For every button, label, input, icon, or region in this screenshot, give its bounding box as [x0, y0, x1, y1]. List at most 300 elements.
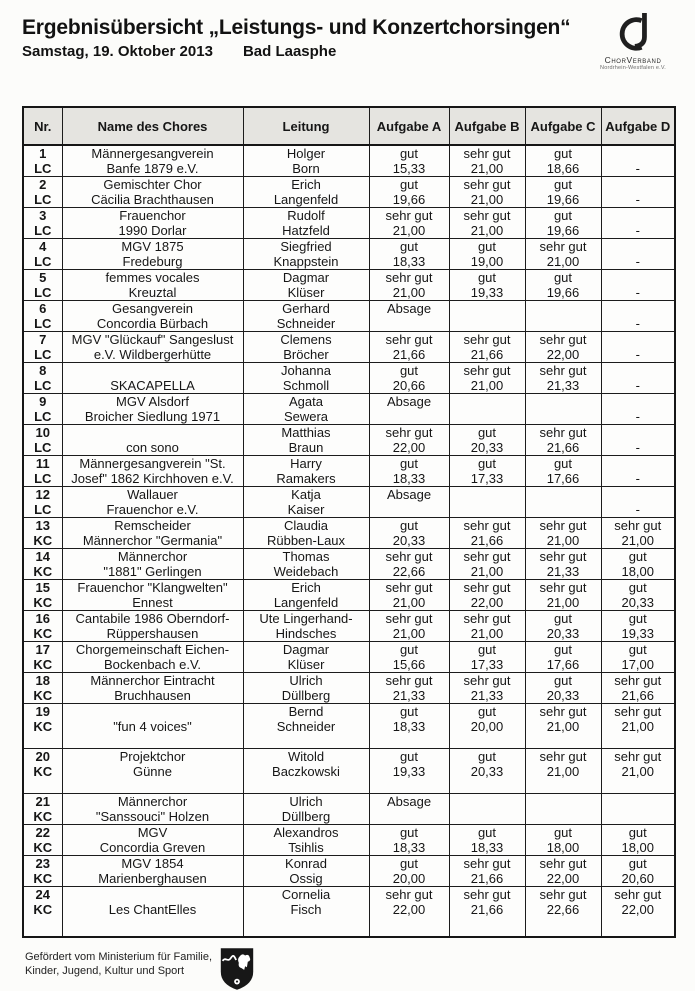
grade-cell-aufgabe-d-line: sehr gut: [614, 887, 662, 902]
grade-cell-aufgabe-c: [525, 301, 601, 332]
logo-name: ChorVerband: [604, 55, 662, 65]
grade-cell-aufgabe-a: [369, 487, 449, 518]
grade-cell-aufgabe-b: [449, 749, 525, 794]
leitung-cell: [243, 332, 369, 363]
grade-cell-aufgabe-d-line: gut: [628, 825, 647, 840]
table-row: [23, 394, 675, 425]
grade-cell-aufgabe-a: [369, 549, 449, 580]
grade-cell-aufgabe-c: [525, 642, 601, 673]
column-header-aufgabe-b: Aufgabe B: [449, 107, 525, 145]
grade-cell-aufgabe-c-line: 22,66: [546, 901, 580, 917]
grade-cell-aufgabe-b-line: 21,66: [470, 870, 504, 886]
chor-name-cell-line: Bruchhausen: [114, 687, 191, 703]
grade-cell-aufgabe-d-line: [602, 795, 675, 810]
grade-cell-aufgabe-c-line: 21,33: [546, 563, 580, 579]
grade-cell-aufgabe-b-line: sehr gut: [463, 363, 511, 378]
grade-cell-aufgabe-d-line: -: [635, 315, 640, 331]
grade-cell-aufgabe-d: [601, 856, 675, 887]
chor-name-cell-line: Fredeburg: [122, 253, 183, 269]
grade-cell-aufgabe-d-line: gut: [628, 611, 647, 626]
grade-cell-aufgabe-c: [525, 518, 601, 549]
grade-cell-aufgabe-d-line: -: [635, 408, 640, 424]
chor-name-cell-line: MGV 1875: [121, 239, 184, 254]
nr-cell: [23, 825, 62, 856]
grade-cell-aufgabe-d-line: gut: [628, 549, 647, 564]
chorverband-logo-icon: [610, 12, 656, 54]
chor-name-cell-line: Männerchor "Germania": [82, 532, 223, 548]
leitung-cell-line: Düllberg: [281, 687, 331, 703]
grade-cell-aufgabe-c: [525, 456, 601, 487]
grade-cell-aufgabe-a-line: 18,33: [392, 839, 426, 855]
grade-cell-aufgabe-d-line: [602, 271, 675, 286]
chor-name-cell: [62, 394, 243, 425]
grade-cell-aufgabe-d: [601, 580, 675, 611]
chor-name-cell-line: SKACAPELLA: [110, 377, 195, 393]
grade-cell-aufgabe-a-line: gut: [399, 363, 419, 378]
table-row: [23, 301, 675, 332]
leitung-cell-line: Rudolf: [287, 208, 325, 223]
grade-cell-aufgabe-c-line: [526, 395, 601, 410]
grade-cell-aufgabe-b-line: [450, 302, 525, 317]
chor-name-cell: [62, 856, 243, 887]
nr-cell-line: 19: [35, 704, 50, 719]
nr-cell-line: 18: [35, 673, 50, 688]
table-row: [23, 549, 675, 580]
chor-name-cell: [62, 270, 243, 301]
grade-cell-aufgabe-c-line: [526, 503, 601, 518]
grade-cell-aufgabe-c: [525, 394, 601, 425]
grade-cell-aufgabe-d: [601, 673, 675, 704]
grade-cell-aufgabe-b-line: sehr gut: [463, 856, 511, 871]
nr-cell-line: 16: [35, 611, 50, 626]
grade-cell-aufgabe-d-line: [602, 302, 675, 317]
nr-cell: [23, 580, 62, 611]
footer-line-1: Gefördert vom Ministerium für Familie,: [25, 950, 213, 963]
grade-cell-aufgabe-d: [601, 456, 675, 487]
chor-name-cell-line: Gemischter Chor: [103, 177, 202, 192]
grade-cell-aufgabe-b-line: sehr gut: [463, 518, 511, 533]
grade-cell-aufgabe-a-line: [370, 317, 449, 332]
nr-cell-line: 11: [35, 456, 50, 471]
grade-cell-aufgabe-c-line: sehr gut: [539, 332, 587, 347]
grade-cell-aufgabe-d-line: [602, 178, 675, 193]
leitung-cell-line: Agata: [289, 394, 323, 409]
grade-cell-aufgabe-a: [369, 794, 449, 825]
grade-cell-aufgabe-d-line: [602, 333, 675, 348]
nr-cell-line: LC: [34, 315, 52, 331]
grade-cell-aufgabe-c-line: sehr gut: [539, 856, 587, 871]
grade-cell-aufgabe-c: [525, 425, 601, 456]
chor-name-cell-line: MGV 1854: [121, 856, 184, 871]
grade-cell-aufgabe-a-line: gut: [399, 642, 419, 657]
grade-cell-aufgabe-b: [449, 887, 525, 937]
leitung-cell-line: Ute Lingerhand-: [259, 611, 353, 626]
nr-cell: [23, 394, 62, 425]
chor-name-cell-line: Cäcilia Brachthausen: [91, 191, 214, 207]
grade-cell-aufgabe-b-line: 21,00: [470, 625, 504, 641]
table-row: [23, 749, 675, 794]
chor-name-cell-line: Remscheider: [114, 518, 191, 533]
grade-cell-aufgabe-a-line: gut: [399, 456, 419, 471]
chor-name-cell-line: "1881" Gerlingen: [103, 563, 202, 579]
grade-cell-aufgabe-b-line: sehr gut: [463, 549, 511, 564]
grade-cell-aufgabe-c: [525, 177, 601, 208]
nr-cell: [23, 549, 62, 580]
grade-cell-aufgabe-d-line: [602, 395, 675, 410]
nr-cell-line: LC: [34, 284, 52, 300]
chor-name-cell-line: "fun 4 voices": [113, 718, 192, 734]
results-table-body: [23, 145, 675, 937]
table-row: [23, 208, 675, 239]
grade-cell-aufgabe-a-line: sehr gut: [385, 332, 433, 347]
grade-cell-aufgabe-d-line: sehr gut: [614, 704, 662, 719]
grade-cell-aufgabe-b-line: 19,00: [470, 253, 504, 269]
nr-cell-line: 3: [39, 208, 47, 223]
grade-cell-aufgabe-c-line: sehr gut: [539, 425, 587, 440]
chor-name-cell-line: Männergesangverein "St.: [79, 456, 226, 471]
grade-cell-aufgabe-a-line: [370, 810, 449, 825]
grade-cell-aufgabe-c-line: 19,66: [546, 284, 580, 300]
results-table: [22, 106, 676, 938]
grade-cell-aufgabe-c: [525, 580, 601, 611]
grade-cell-aufgabe-b-line: 20,33: [470, 763, 504, 779]
table-row: [23, 825, 675, 856]
grade-cell-aufgabe-b-line: [450, 410, 525, 425]
leitung-cell: [243, 580, 369, 611]
nr-cell: [23, 208, 62, 239]
table-row: [23, 239, 675, 270]
grade-cell-aufgabe-c-line: 20,33: [546, 687, 580, 703]
leitung-cell-line: Bröcher: [283, 346, 329, 362]
grade-cell-aufgabe-c-line: sehr gut: [539, 749, 587, 764]
leitung-cell: [243, 549, 369, 580]
leitung-cell: [243, 642, 369, 673]
nr-cell-line: 15: [35, 580, 50, 595]
grade-cell-aufgabe-b: [449, 642, 525, 673]
nr-cell-line: KC: [33, 808, 53, 824]
grade-cell-aufgabe-d: [601, 487, 675, 518]
nr-cell-line: 4: [39, 239, 47, 254]
nr-cell-line: 7: [39, 332, 47, 347]
grade-cell-aufgabe-b: [449, 518, 525, 549]
grade-cell-aufgabe-b: [449, 673, 525, 704]
grade-cell-aufgabe-a-line: 22,00: [392, 901, 426, 917]
leitung-cell-line: Bernd: [288, 704, 324, 719]
grade-cell-aufgabe-c-line: 20,33: [546, 625, 580, 641]
footer-line-2: Kinder, Jugend, Kultur und Sport: [25, 964, 184, 977]
grade-cell-aufgabe-c-line: [526, 810, 601, 825]
grade-cell-aufgabe-b-line: 17,33: [470, 656, 504, 672]
chor-name-cell: [62, 642, 243, 673]
grade-cell-aufgabe-b-line: 21,00: [470, 222, 504, 238]
grade-cell-aufgabe-c: [525, 794, 601, 825]
nr-cell-line: 23: [35, 856, 50, 871]
grade-cell-aufgabe-b-line: gut: [477, 825, 497, 840]
grade-cell-aufgabe-d: [601, 611, 675, 642]
grade-cell-aufgabe-c-line: 21,66: [546, 439, 580, 455]
chor-name-cell-line: Gesangverein: [112, 301, 193, 316]
grade-cell-aufgabe-d: [601, 394, 675, 425]
column-header-nr: Nr.: [23, 107, 62, 145]
leitung-cell-line: Dagmar: [282, 270, 330, 285]
chor-name-cell-line: "Sanssouci" Holzen: [95, 808, 210, 824]
grade-cell-aufgabe-c-line: sehr gut: [539, 549, 587, 564]
column-header-name-des-chores: Name des Chores: [62, 107, 243, 145]
grade-cell-aufgabe-d-line: 18,00: [621, 563, 655, 579]
grade-cell-aufgabe-a-line: gut: [399, 177, 419, 192]
grade-cell-aufgabe-c-line: 18,66: [546, 160, 580, 176]
leitung-cell: [243, 856, 369, 887]
leitung-cell-line: Sewera: [283, 408, 329, 424]
grade-cell-aufgabe-a-line: 21,00: [392, 594, 426, 610]
grade-cell-aufgabe-a: [369, 611, 449, 642]
leitung-cell-line: Düllberg: [281, 808, 331, 824]
grade-cell-aufgabe-c: [525, 611, 601, 642]
grade-cell-aufgabe-d-line: gut: [628, 642, 647, 657]
leitung-cell-line: Schmoll: [282, 377, 330, 393]
grade-cell-aufgabe-d-line: -: [635, 439, 640, 455]
grade-cell-aufgabe-b-line: 21,00: [470, 160, 504, 176]
leitung-cell-line: Thomas: [282, 549, 330, 564]
grade-cell-aufgabe-a-line: 15,33: [392, 160, 426, 176]
grade-cell-aufgabe-a-line: sehr gut: [385, 270, 433, 285]
chor-name-cell-line: Bockenbach e.V.: [103, 656, 202, 672]
table-row: [23, 704, 675, 749]
grade-cell-aufgabe-a-line: gut: [399, 704, 419, 719]
grade-cell-aufgabe-b: [449, 239, 525, 270]
grade-cell-aufgabe-d-line: -: [635, 191, 640, 207]
grade-cell-aufgabe-a: [369, 456, 449, 487]
column-header-aufgabe-c: Aufgabe C: [525, 107, 601, 145]
grade-cell-aufgabe-b-line: gut: [477, 704, 497, 719]
grade-cell-aufgabe-b-line: 21,66: [470, 901, 504, 917]
chor-name-cell: [62, 145, 243, 177]
column-header-aufgabe-a: Aufgabe A: [369, 107, 449, 145]
grade-cell-aufgabe-d: [601, 177, 675, 208]
grade-cell-aufgabe-a: [369, 642, 449, 673]
table-row: [23, 456, 675, 487]
nr-cell-line: LC: [34, 160, 52, 176]
nr-cell-line: 12: [35, 487, 50, 502]
grade-cell-aufgabe-d: [601, 301, 675, 332]
chor-name-cell-line: MGV Alsdorf: [116, 394, 189, 409]
table-row: [23, 794, 675, 825]
grade-cell-aufgabe-b-line: 21,33: [470, 687, 504, 703]
grade-cell-aufgabe-d: [601, 270, 675, 301]
grade-cell-aufgabe-d-line: 17,00: [621, 656, 655, 672]
leitung-cell: [243, 673, 369, 704]
grade-cell-aufgabe-c-line: [526, 302, 601, 317]
leitung-cell-line: Schneider: [276, 718, 336, 734]
chor-name-cell: [62, 208, 243, 239]
grade-cell-aufgabe-b-line: sehr gut: [463, 208, 511, 223]
grade-cell-aufgabe-b-line: sehr gut: [463, 611, 511, 626]
grade-cell-aufgabe-c-line: gut: [553, 270, 573, 285]
nr-cell-line: 6: [39, 301, 47, 316]
chor-name-cell-line: Männergesangverein: [91, 146, 214, 161]
grade-cell-aufgabe-a-line: sehr gut: [385, 425, 433, 440]
leitung-cell-line: Ramakers: [276, 470, 336, 486]
leitung-cell-line: Schneider: [276, 315, 336, 331]
grade-cell-aufgabe-c: [525, 363, 601, 394]
grade-cell-aufgabe-a: [369, 239, 449, 270]
grade-cell-aufgabe-c-line: gut: [553, 642, 573, 657]
grade-cell-aufgabe-b-line: sehr gut: [463, 146, 511, 161]
grade-cell-aufgabe-d: [601, 749, 675, 794]
grade-cell-aufgabe-b: [449, 704, 525, 749]
grade-cell-aufgabe-d-line: 21,00: [621, 718, 655, 734]
grade-cell-aufgabe-a-line: gut: [399, 518, 419, 533]
grade-cell-aufgabe-a-line: [370, 410, 449, 425]
grade-cell-aufgabe-b-line: [450, 488, 525, 503]
nr-cell-line: LC: [34, 253, 52, 269]
grade-cell-aufgabe-d-line: [602, 147, 675, 162]
leitung-cell-line: Johanna: [281, 363, 331, 378]
leitung-cell-line: Rübben-Laux: [266, 532, 346, 548]
grade-cell-aufgabe-d-line: [602, 240, 675, 255]
nr-cell-line: KC: [33, 625, 53, 641]
nr-cell: [23, 856, 62, 887]
column-header-leitung: Leitung: [243, 107, 369, 145]
nr-cell-line: KC: [33, 532, 53, 548]
chor-name-cell-line: Frauenchor "Klangwelten": [77, 580, 228, 595]
grade-cell-aufgabe-a-line: sehr gut: [385, 611, 433, 626]
grade-cell-aufgabe-a-line: sehr gut: [385, 673, 433, 688]
leitung-cell-line: Witold: [287, 749, 325, 764]
chor-name-cell: [62, 487, 243, 518]
leitung-cell-line: Hatzfeld: [282, 222, 330, 238]
grade-cell-aufgabe-b-line: sehr gut: [463, 887, 511, 902]
nr-cell: [23, 363, 62, 394]
grade-cell-aufgabe-a: [369, 301, 449, 332]
grade-cell-aufgabe-a: [369, 425, 449, 456]
chor-name-cell-line: Broicher Siedlung 1971: [84, 408, 221, 424]
grade-cell-aufgabe-b-line: sehr gut: [463, 177, 511, 192]
chor-name-cell-line: Rüppershausen: [106, 625, 199, 641]
grade-cell-aufgabe-a: [369, 825, 449, 856]
grade-cell-aufgabe-b-line: 21,00: [470, 563, 504, 579]
grade-cell-aufgabe-c: [525, 487, 601, 518]
grade-cell-aufgabe-b-line: sehr gut: [463, 673, 511, 688]
nr-cell: [23, 611, 62, 642]
leitung-cell-line: Ulrich: [289, 673, 323, 688]
chor-name-cell: [62, 549, 243, 580]
table-row: [23, 177, 675, 208]
nr-cell-line: 1: [39, 146, 47, 161]
page-subtitle: [22, 43, 675, 60]
nr-cell: [23, 270, 62, 301]
grade-cell-aufgabe-b-line: 21,66: [470, 532, 504, 548]
grade-cell-aufgabe-c: [525, 673, 601, 704]
table-row: [23, 887, 675, 937]
grade-cell-aufgabe-a-line: 20,00: [392, 870, 426, 886]
grade-cell-aufgabe-a: [369, 673, 449, 704]
grade-cell-aufgabe-c: [525, 749, 601, 794]
nr-cell-line: 13: [35, 518, 50, 533]
grade-cell-aufgabe-d-line: 20,60: [621, 870, 655, 886]
chor-name-cell-line: Marienberghausen: [98, 870, 207, 886]
nr-cell: [23, 642, 62, 673]
grade-cell-aufgabe-d: [601, 332, 675, 363]
chor-name-cell-line: Concordia Bürbach: [96, 315, 209, 331]
grade-cell-aufgabe-b-line: gut: [477, 270, 497, 285]
grade-cell-aufgabe-a: [369, 332, 449, 363]
leitung-cell-line: Kaiser: [287, 501, 325, 517]
chor-name-cell-line: Josef" 1862 Kirchhoven e.V.: [71, 470, 234, 486]
chor-name-cell: [62, 456, 243, 487]
nr-cell: [23, 145, 62, 177]
grade-cell-aufgabe-c-line: gut: [553, 825, 573, 840]
grade-cell-aufgabe-b: [449, 363, 525, 394]
leitung-cell-line: Weidebach: [273, 563, 339, 579]
grade-cell-aufgabe-b-line: gut: [477, 425, 497, 440]
chor-name-cell: [62, 673, 243, 704]
grade-cell-aufgabe-a: [369, 270, 449, 301]
header-row: [23, 107, 675, 145]
leitung-cell: [243, 394, 369, 425]
chor-name-cell-line: MGV: [137, 825, 168, 840]
chor-name-cell-line: [63, 364, 243, 379]
grade-cell-aufgabe-d-line: 21,00: [621, 763, 655, 779]
grade-cell-aufgabe-d-line: 21,66: [621, 687, 655, 703]
nr-cell: [23, 794, 62, 825]
grade-cell-aufgabe-b-line: gut: [477, 239, 497, 254]
chor-name-cell-line: Projektchor: [119, 749, 186, 764]
grade-cell-aufgabe-a-line: 19,66: [392, 191, 426, 207]
chor-name-cell: [62, 425, 243, 456]
grade-cell-aufgabe-c-line: gut: [553, 177, 573, 192]
grade-cell-aufgabe-a: [369, 856, 449, 887]
grade-cell-aufgabe-c-line: gut: [553, 456, 573, 471]
grade-cell-aufgabe-c-line: 21,00: [546, 763, 580, 779]
grade-cell-aufgabe-b-line: sehr gut: [463, 332, 511, 347]
grade-cell-aufgabe-d: [601, 518, 675, 549]
nr-cell-line: LC: [34, 191, 52, 207]
leitung-cell: [243, 825, 369, 856]
grade-cell-aufgabe-d-line: -: [635, 470, 640, 486]
chor-name-cell: [62, 177, 243, 208]
grade-cell-aufgabe-d: [601, 704, 675, 749]
grade-cell-aufgabe-c-line: 22,00: [546, 870, 580, 886]
grade-cell-aufgabe-d-line: sehr gut: [614, 518, 662, 533]
nr-cell: [23, 704, 62, 749]
grade-cell-aufgabe-b-line: [450, 395, 525, 410]
grade-cell-aufgabe-a-line: 15,66: [392, 656, 426, 672]
leitung-cell-line: Clemens: [280, 332, 332, 347]
grade-cell-aufgabe-c-line: [526, 317, 601, 332]
grade-cell-aufgabe-a-line: 18,33: [392, 253, 426, 269]
leitung-cell-line: Ulrich: [289, 794, 323, 809]
grade-cell-aufgabe-d: [601, 825, 675, 856]
document-header: [22, 16, 675, 90]
nr-cell-line: 9: [39, 394, 47, 409]
grade-cell-aufgabe-c: [525, 270, 601, 301]
table-row: [23, 642, 675, 673]
grade-cell-aufgabe-d-line: gut: [628, 580, 647, 595]
leitung-cell-line: Braun: [288, 439, 324, 455]
grade-cell-aufgabe-d-line: sehr gut: [614, 749, 662, 764]
nr-cell: [23, 239, 62, 270]
grade-cell-aufgabe-a-line: sehr gut: [385, 208, 433, 223]
chor-name-cell: [62, 704, 243, 749]
grade-cell-aufgabe-b-line: [450, 317, 525, 332]
grade-cell-aufgabe-b-line: 21,00: [470, 377, 504, 393]
grade-cell-aufgabe-d-line: 21,00: [621, 532, 655, 548]
grade-cell-aufgabe-d: [601, 145, 675, 177]
grade-cell-aufgabe-c-line: sehr gut: [539, 239, 587, 254]
grade-cell-aufgabe-d-line: gut: [628, 856, 647, 871]
grade-cell-aufgabe-d-line: -: [635, 377, 640, 393]
